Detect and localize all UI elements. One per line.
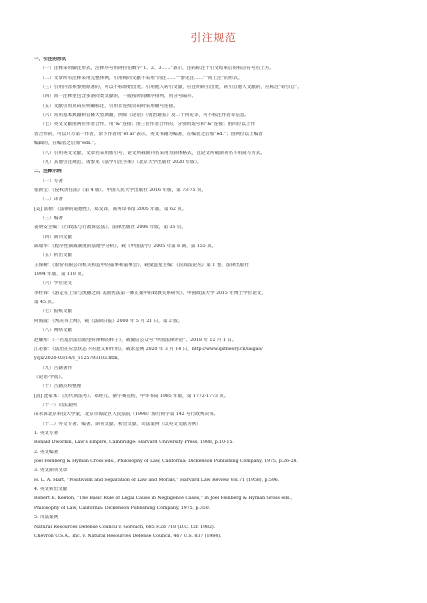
text-line: 何海波：《判决书上网》，载《法制日报》2000 年 5 月 21 日，第 2 版。 bbox=[34, 318, 183, 324]
text-line: 王保树：《股份有限公司机关构造中的董事和董事会》，载梁慧星主编：《民商法论丛》第 1 卷，法律出版社 bbox=[34, 262, 249, 268]
text-line: （六）常用基本典籍和官修大型典籍，例如《论语》《资治通鉴》及二十四史等，可不标注作者等信息。 bbox=[40, 113, 250, 119]
subsection-heading: （十一）司法案例 bbox=[40, 402, 77, 408]
text-line: [美] 富勒：《法律的道德性》，郑戈译，商务印书馆 2005 年版，第 62 页。 bbox=[34, 206, 187, 212]
text-line: 陈瑞华：《程序性制裁制度的法理学分析》，载《中国法学》2005 年第 6 期，第 155 页。 bbox=[34, 244, 217, 249]
text-line: 4. 英文析出文献 bbox=[34, 487, 68, 493]
subsection-heading: （七）报纸文献 bbox=[40, 309, 73, 315]
text-line: 2. 英文编著 bbox=[34, 449, 59, 455]
subsection-heading: （八）网络文献 bbox=[40, 328, 73, 334]
text-line: 1994 年版，第 110 页。 bbox=[34, 272, 87, 278]
subsection-heading: （五）析出文献 bbox=[40, 253, 73, 259]
text-line: （二）文章所有注释采用完整体例，引用相同文献不采用“同注……”“参见注……”“同上注”的形式。 bbox=[40, 75, 243, 81]
text-line: （一）注释采用脚注形式，注释序号用阿拉伯数字“1、2、3……”表示，注码标注于引文结束后的标点符号右上方。 bbox=[40, 66, 274, 72]
page-title: 引注规范 bbox=[190, 32, 237, 44]
text-line: ycjx/2020-03/14/c_1125793103.htm。 bbox=[34, 356, 123, 362]
section-heading: 二、注释示例 bbox=[34, 169, 62, 175]
text-line: 第 45 页。 bbox=[34, 300, 57, 306]
text-line: （四）同一注释里包含多条同类文献的，一般按时间顺序排列，用分号隔开。 bbox=[40, 94, 197, 100]
subsection-heading: （四）期刊文献 bbox=[40, 234, 73, 240]
text-line: （三）引用内容系参照原著的，可以不标原始出处。引用他人转引文献，应注明转引出处，转引自他人文献的，应标注“转引自”。 bbox=[40, 85, 302, 91]
subsection-heading: （十二）外文专著、编著、期刊文献、析出文献、司法案例（以英文文献为例） bbox=[40, 421, 201, 427]
text-line: （九）其他引注规范，请参见《法学引注手册》（北京大学出版社 2020 年版）。 bbox=[40, 159, 202, 165]
text-line: Robert E. Keeton, “The Basic Rule of Legal Cause in Negligence Cases,” in Joel Feinberg & Hyman Gross eds., bbox=[34, 496, 293, 502]
text-line: 《论语·学而》。 bbox=[34, 374, 66, 380]
text-line: （八）引用英文文献，文章名采用加引号，论文所载期刊名采用为斜体格式，且论文所载期刊名不用简写方式。 bbox=[40, 150, 266, 156]
text-line: Chevron U.S.A., Inc. v. Natural Resources Defense Council, 467 U.S. 837 (1984). bbox=[34, 533, 222, 539]
text-line: [清] 沈家本：《历代刑法考》，邓经元、骈宇骞点校，中华书局 1985 年版，第 1772-1773 页。 bbox=[34, 393, 229, 399]
text-line: （七）英文文献由两位作者合作，用“&”连接；由三位作者合作的，分别用逗号和“&”连接；由四位以上作 bbox=[40, 122, 256, 128]
text-line: Philosophy of Law, California: Dickenson Publishing Company, 1975, p.350. bbox=[34, 505, 211, 511]
subsection-heading: （十）古籍点校整理 bbox=[40, 384, 82, 390]
text-line: 5. 司法案例 bbox=[34, 515, 59, 521]
text-line: H. L. A. Hart, “Positivism and Separation of Law and Morals,” Harvard Law Review Vol.71 (1958), p.596. bbox=[34, 477, 280, 483]
subsection-heading: （六）学位论文 bbox=[40, 281, 73, 287]
text-line: Natural Resources Defense Council v. Gorsuch, 685 F.2d 718 (D.C. Cir. 1982). bbox=[34, 524, 216, 530]
section-heading: 一、引注的形式 bbox=[34, 57, 67, 62]
text-line: （五）文献引用页码应明确标注，引用非连续页码时采用顿号连接。 bbox=[40, 103, 178, 109]
text-line: 3. 英文期刊文章 bbox=[34, 468, 68, 474]
subsection-heading: （九）古籍著作 bbox=[40, 365, 73, 371]
subsection-heading: （二）译著 bbox=[40, 197, 63, 203]
text-line: 1. 英文专著 bbox=[34, 431, 59, 436]
text-line: 江必新：《法治在应急状态下的意义和作用》，载求是网 2020 年 3 月 14 日，http://www.qstheory.cn/laigao/ bbox=[34, 346, 263, 352]
text-line: 编辑的，在编者之后加“eds.”。 bbox=[34, 141, 99, 147]
text-line: 赵耀彤：《一名基层法官眼里好律师的样子》，载微信公众号“中国法律评论”，2018 年 12 月 1 日。 bbox=[34, 337, 237, 343]
text-line: 姜明安主编：《行政法与行政诉讼法》，法律出版社 2006 年版，第 35 页。 bbox=[34, 225, 186, 231]
text-line: 者合作的，可以只写第一作者，余下作者用“et al”表示。英文书籍为编著，在编者之后加“ed.”；由两位以上编者 bbox=[34, 131, 263, 137]
text-line: 田永诉北京科技大学案，北京市海淀区人民法院（1998）海行初字第 142 号行政判决书。 bbox=[34, 412, 219, 418]
text-line: Ronald Dworkin, Law's Empire, Cambridge: Harvard University Press, 1988, p.10-15. bbox=[34, 440, 234, 446]
text-line: 李杜锋：《游走在上帝与凯撒之间 美国宪法第一修正案中的政教关系研究》，中国政法大学 2015 年博士学位论文， bbox=[34, 290, 266, 296]
subsection-heading: （三）编著 bbox=[40, 215, 63, 221]
subsection-heading: （一）专著 bbox=[40, 178, 63, 184]
text-line: Joel Feinberg & Hyman Cross eds., Philosophy of Law, California: Dickenson Publishing Company, 1975, p.26-28. bbox=[34, 459, 298, 465]
text-line: 张新宝：《侵权责任法》（第 4 版），中国人民大学出版社 2016 年版，第 73-75 页。 bbox=[34, 187, 207, 193]
